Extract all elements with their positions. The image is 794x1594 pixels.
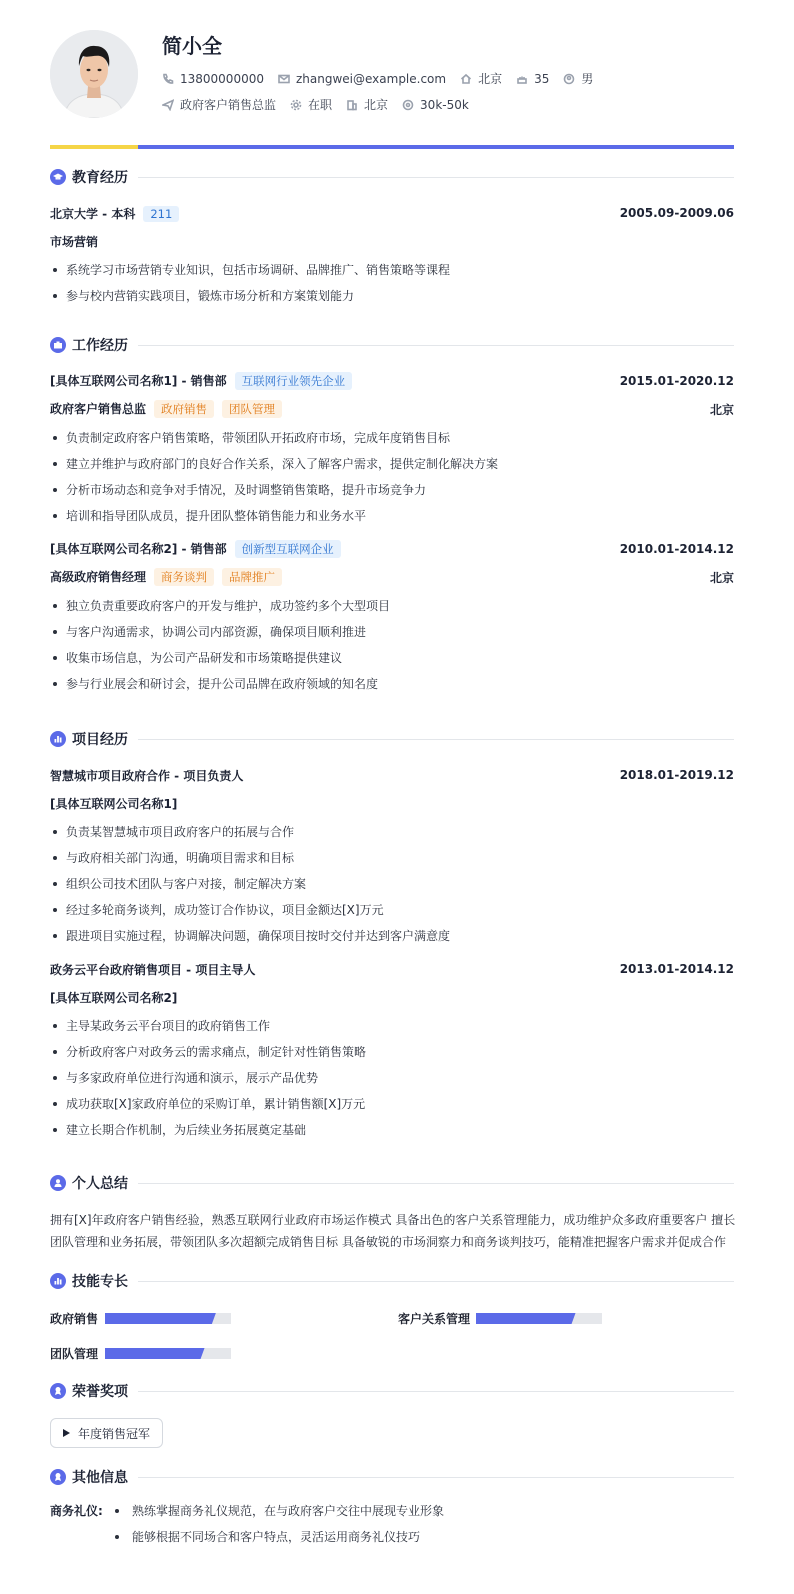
work-city-text: 北京	[364, 98, 389, 112]
summary-text	[50, 1209, 734, 1253]
company-tag: 互联网行业领先企业	[235, 372, 353, 390]
salary-meta	[402, 98, 469, 112]
major: 市场营销	[50, 234, 99, 249]
list-item: 与政府相关部门沟通，明确项目需求和目标	[50, 845, 734, 871]
project-period: 2018.01-2019.12	[619, 768, 734, 782]
project-entry	[50, 957, 734, 1143]
other-header	[50, 1466, 734, 1488]
skill-tag: 商务谈判	[154, 568, 214, 586]
skills-section	[50, 1270, 734, 1370]
project-name: 智慧城市项目政府合作 - 项目负责人	[50, 768, 244, 783]
candidate-name: 简小全	[162, 34, 222, 58]
list-item: 负责制定政府客户销售策略，带领团队开拓政府市场，完成年度销售目标	[50, 425, 734, 451]
skill-item	[50, 1345, 231, 1362]
avatar	[50, 30, 138, 118]
work-bullets	[50, 425, 734, 529]
skill-name: 政府销售	[50, 1312, 99, 1326]
project-bullets	[50, 819, 734, 949]
projects-section	[50, 728, 734, 1143]
section-title: 技能专长	[72, 1274, 128, 1290]
avatar-portrait-icon	[50, 30, 138, 118]
other-label: 商务礼仪:	[50, 1504, 103, 1518]
gender-meta	[563, 70, 593, 87]
header-divider	[50, 145, 734, 149]
work-period: 2015.01-2020.12	[619, 374, 734, 388]
honors-header	[50, 1380, 734, 1402]
list-item: 经过多轮商务谈判，成功签订合作协议，项目金额达[X]万元	[50, 897, 734, 923]
honor-label: 年度销售冠军	[78, 1426, 151, 1441]
briefcase-icon	[50, 337, 66, 353]
skill-bar	[105, 1348, 231, 1359]
work-section	[50, 334, 734, 697]
honor-item	[50, 1418, 163, 1448]
coin-icon	[402, 99, 414, 111]
list-item: 培训和指导团队成员，提升团队整体销售能力和业务水平	[50, 503, 734, 529]
section-title: 工作经历	[72, 338, 128, 354]
user-icon	[50, 1175, 66, 1191]
skill-tag: 团队管理	[222, 400, 282, 418]
play-icon	[63, 1429, 70, 1437]
project-bullets	[50, 1013, 734, 1143]
education-section	[50, 166, 734, 309]
honors-section	[50, 1380, 734, 1448]
other-block	[50, 1498, 734, 1550]
skill-name: 团队管理	[50, 1347, 99, 1361]
work-period: 2010.01-2014.12	[619, 542, 734, 556]
skill-tag: 品牌推广	[222, 568, 282, 586]
salary-text: 30k-50k	[420, 97, 469, 112]
company-name: [具体互联网公司名称1] - 销售部	[50, 374, 227, 388]
job-title: 高级政府销售经理	[50, 570, 147, 584]
award-icon	[50, 1469, 66, 1485]
list-item: 与多家政府单位进行沟通和演示，展示产品优势	[50, 1065, 734, 1091]
education-row	[50, 201, 734, 225]
settings-icon	[290, 99, 302, 111]
section-title: 荣誉奖项	[72, 1384, 128, 1400]
education-header	[50, 166, 734, 188]
award-icon	[50, 1383, 66, 1399]
list-item: 跟进项目实施过程，协调解决问题，确保项目按时交付并达到客户满意度	[50, 923, 734, 949]
list-item: 独立负责重要政府客户的开发与维护，成功签约多个大型项目	[50, 593, 734, 619]
education-period: 2005.09-2009.06	[619, 206, 734, 220]
list-item: 负责某智慧城市项目政府客户的拓展与合作	[50, 819, 734, 845]
work-city-meta	[346, 96, 388, 113]
list-item: 主导某政务云平台项目的政府销售工作	[50, 1013, 734, 1039]
profile-header	[50, 28, 740, 148]
position-text: 政府客户销售总监	[180, 98, 277, 112]
list-item: 参与行业展会和研讨会，提升公司品牌在政府领域的知名度	[50, 671, 734, 697]
list-item: 系统学习市场营销专业知识，包括市场调研、品牌推广、销售策略等课程	[50, 257, 734, 283]
project-entry	[50, 763, 734, 949]
home-icon	[460, 73, 472, 85]
email-text: zhangwei@example.com	[295, 71, 447, 86]
work-location: 北京	[709, 402, 734, 417]
skill-name: 客户关系管理	[398, 1312, 471, 1326]
position-meta	[162, 96, 276, 113]
section-title: 项目经历	[72, 732, 128, 748]
list-item: 熟练掌握商务礼仪规范，在与政府客户交往中展现专业形象	[112, 1498, 444, 1524]
job-row	[162, 96, 483, 113]
list-item: 能够根据不同场合和客户特点，灵活运用商务礼仪技巧	[112, 1524, 444, 1550]
school-name: 北京大学 - 本科	[50, 206, 136, 221]
skill-item	[398, 1310, 602, 1327]
phone-icon	[162, 73, 174, 85]
mail-icon	[278, 73, 290, 85]
send-icon	[162, 99, 174, 111]
work-entry	[50, 537, 734, 697]
skill-bar	[105, 1313, 231, 1324]
skill-bar	[476, 1313, 602, 1324]
company-name: [具体互联网公司名称2] - 销售部	[50, 542, 227, 556]
other-bullets	[112, 1498, 444, 1550]
project-company: [具体互联网公司名称2]	[50, 990, 178, 1005]
summary-line: 拥有[X]年政府客户销售经验，熟悉互联网行业政府市场运作模式 具备出色的客户关系管理能力，成功维护众多政府重要客户 擅长	[50, 1213, 736, 1227]
gender-text: 男	[581, 72, 594, 86]
work-location: 北京	[709, 570, 734, 585]
list-item: 与客户沟通需求，协调公司内部资源，确保项目顺利推进	[50, 619, 734, 645]
user-circle-icon	[563, 73, 575, 85]
list-item: 分析政府客户对政务云的需求痛点，制定针对性销售策略	[50, 1039, 734, 1065]
work-bullets	[50, 593, 734, 697]
skills-header	[50, 1270, 734, 1292]
bar-chart-icon	[50, 731, 66, 747]
age-text: 35	[534, 71, 550, 86]
projects-header	[50, 728, 734, 750]
company-tag: 创新型互联网企业	[235, 540, 341, 558]
city-meta	[460, 70, 502, 87]
project-name: 政务云平台政府销售项目 - 项目主导人	[50, 962, 256, 977]
summary-section	[50, 1172, 734, 1253]
list-item: 建立长期合作机制，为后续业务拓展奠定基础	[50, 1117, 734, 1143]
section-title: 其他信息	[72, 1470, 128, 1486]
age-meta	[516, 72, 549, 86]
skill-item	[50, 1310, 231, 1327]
project-company: [具体互联网公司名称1]	[50, 796, 178, 811]
skill-tag: 政府销售	[154, 400, 214, 418]
work-entry	[50, 369, 734, 529]
project-period: 2013.01-2014.12	[619, 962, 734, 976]
work-header	[50, 334, 734, 356]
summary-line: 团队管理和业务拓展，带领团队多次超额完成销售目标 具备敏锐的市场洞察力和商务谈判技巧，能精准把握客户需求并促成合作	[50, 1235, 726, 1249]
list-item: 参与校内营销实践项目，锻炼市场分析和方案策划能力	[50, 283, 734, 309]
status-meta	[290, 96, 332, 113]
building-icon	[346, 99, 358, 111]
school-tag: 211	[143, 206, 179, 222]
list-item: 建立并维护与政府部门的良好合作关系，深入了解客户需求，提供定制化解决方案	[50, 451, 734, 477]
cake-icon	[516, 73, 528, 85]
phone-meta	[162, 72, 264, 86]
list-item: 成功获取[X]家政府单位的采购订单，累计销售额[X]万元	[50, 1091, 734, 1117]
job-title: 政府客户销售总监	[50, 402, 147, 416]
section-title: 教育经历	[72, 170, 128, 186]
contact-row	[162, 70, 607, 87]
status-text: 在职	[308, 98, 333, 112]
list-item: 分析市场动态和竞争对手情况，及时调整销售策略，提升市场竞争力	[50, 477, 734, 503]
summary-header	[50, 1172, 734, 1194]
list-item: 收集市场信息，为公司产品研发和市场策略提供建议	[50, 645, 734, 671]
education-bullets	[50, 257, 734, 309]
graduation-cap-icon	[50, 169, 66, 185]
city-text: 北京	[478, 72, 503, 86]
email-meta	[278, 72, 446, 86]
bar-chart-icon	[50, 1273, 66, 1289]
phone-text: 13800000000	[180, 71, 264, 86]
section-title: 个人总结	[72, 1176, 128, 1192]
list-item: 组织公司技术团队与客户对接，制定解决方案	[50, 871, 734, 897]
honors-list	[50, 1418, 734, 1448]
other-section	[50, 1466, 734, 1550]
